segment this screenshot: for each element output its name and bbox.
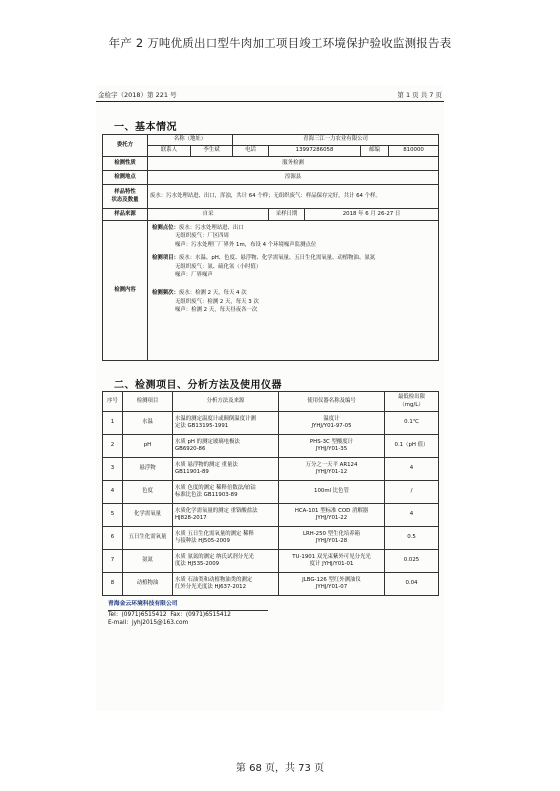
org-footer: [108, 600, 268, 628]
points-line: 废水：污水处理站进、出口: [178, 225, 244, 231]
document-header: 年产 2 万吨优质出口型牛肉加工项目竣工环境保护验收监测报告表: [108, 36, 452, 50]
phone-label: 电话: [233, 146, 269, 157]
row-method: 水质化学需氧量的测定 重铬酸盐法 HJ828-2017: [173, 504, 279, 527]
date-value: 2018 年 6 月 26-27 日: [305, 209, 439, 221]
row-method: 水质 石油类和动植物油类的测定 红外分光光度法 HJ637-2012: [173, 573, 279, 596]
method-row: [103, 550, 439, 573]
sample-value: 废水：污水处理站进、出口，浑浊，共计 64 个样；无组织废气：样品保存完好，共计 64 个样。: [148, 185, 439, 209]
contact-label: 联系人: [148, 146, 191, 157]
row-method: 水质 pH 的测定玻璃电极法 GB6920-86: [173, 435, 279, 458]
row-number: 4: [103, 481, 123, 504]
row-method: 水质 色度的测定 稀释倍数法/铂钴 标准比色法 GB11903-89: [173, 481, 279, 504]
basic-info-table: [102, 134, 439, 361]
report-page-indicator: 第 1 页 共 7 页: [397, 91, 442, 99]
row-instrument: PHS-3C 型酸度计 JYHJ/Y01-35: [279, 435, 385, 458]
row-item: 动植物油: [123, 573, 173, 596]
postcode-value: 810000: [389, 146, 439, 157]
freq-title: 检测频次：: [152, 290, 179, 297]
client-label: 委托方: [103, 135, 148, 157]
points-line: 噪声：污水处理厂厂界外 1m，布设 4 个环境噪声监测点位: [175, 241, 317, 248]
row-detection-limit: 0.1℃: [385, 412, 439, 435]
row-item: 氨氮: [123, 550, 173, 573]
row-method: 水质 五日生化需氧量的测定 稀释 与接种法 HJ505-2009: [173, 527, 279, 550]
freq-line: 噪声：检测 2 天，每天昼夜各一次: [175, 307, 258, 314]
row-method: 水质 氨氮的测定 纳氏试剂分光光 度法 HJ535-2009: [173, 550, 279, 573]
freq-line: 无组织废气：检测 2 天，每天 3 次: [175, 298, 259, 305]
row-method: 水质 悬浮物的测定 重量法 GB11901-89: [173, 458, 279, 481]
row-instrument: HCA-101 型标准 COD 消解器 JYHJ/Y01-22: [279, 504, 385, 527]
points-title: 检测点位：: [152, 225, 179, 231]
nature-label: 检测性质: [103, 157, 148, 171]
row-number: 6: [103, 527, 123, 550]
row-item: 色度: [123, 481, 173, 504]
header-method: 分析方法及来源: [173, 392, 279, 412]
row-instrument: 万分之一天平 AR124 JYHJ/Y01-12: [279, 458, 385, 481]
row-number: 2: [103, 435, 123, 458]
location-value: 湟源县: [148, 171, 439, 185]
row-instrument: 温度计 JYHJ/Y01-97-05: [279, 412, 385, 435]
header-rule: [96, 101, 444, 102]
row-item: 五日生化需氧量: [123, 527, 173, 550]
source-value: 自采: [148, 209, 269, 221]
items-line: 废水：水温、pH、色度、悬浮物、化学需氧量、五日生化需氧量、动植物油、氨氮: [178, 255, 376, 262]
items-line: 噪声：厂界噪声: [175, 272, 213, 279]
postcode-label: 邮编: [361, 146, 389, 157]
row-detection-limit: /: [385, 481, 439, 504]
row-item: 悬浮物: [123, 458, 173, 481]
method-row: [103, 527, 439, 550]
row-instrument: 100ml 比色管: [279, 481, 385, 504]
row-number: 1: [103, 412, 123, 435]
header-no: 序号: [103, 392, 123, 412]
method-row: [103, 504, 439, 527]
row-instrument: TU-1901 双光束紫外可见分光光 度计 JYHJ/Y01-01: [279, 550, 385, 573]
row-method: 水温的测定温度计或颠倒温度计测 定法 GB13195-1991: [173, 412, 279, 435]
contact-value: 李生斌: [191, 146, 233, 157]
row-detection-limit: 0.04: [385, 573, 439, 596]
client-name-value: 青海三江一力农业有限公司: [233, 135, 439, 146]
header-detection-limit: 最低检出限 （mg/L）: [385, 392, 439, 412]
method-row: [103, 458, 439, 481]
page-footer: 第 68 页，共 73 页: [235, 763, 325, 774]
row-number: 5: [103, 504, 123, 527]
points-line: 无组织废气：厂区四周: [175, 233, 229, 240]
method-row: [103, 412, 439, 435]
name-label: 名称（地址）: [148, 135, 233, 146]
items-title: 检测项目：: [152, 255, 179, 262]
row-item: pH: [123, 435, 173, 458]
header-instrument: 使用仪器名称及编号: [279, 392, 385, 412]
org-email: E-mail：jyhj2015@163.com: [108, 620, 189, 627]
content-label: 检测内容: [103, 221, 148, 361]
row-detection-limit: 0.025: [385, 550, 439, 573]
scanned-report-page: [96, 86, 444, 711]
source-label: 样品来源: [103, 209, 148, 221]
location-label: 检测地点: [103, 171, 148, 185]
row-detection-limit: 4: [385, 504, 439, 527]
freq-line: 废水：检测 2 天，每天 4 次: [178, 290, 247, 297]
section-basic-info-title: 一、基本情况: [114, 122, 177, 133]
header-item: 检测项目: [123, 392, 173, 412]
content-box: [148, 221, 439, 361]
phone-value: 13997286058: [269, 146, 361, 157]
row-item: 化学需氧量: [123, 504, 173, 527]
nature-value: 服务检测: [148, 157, 439, 171]
row-instrument: LRH-250 型生化培养箱 JYHJ/Y01-28: [279, 527, 385, 550]
org-tel: Tel：(0971)6515412: [108, 611, 167, 618]
method-row: [103, 481, 439, 504]
org-name: 青海金云环境科技有限公司: [108, 601, 178, 607]
row-number: 3: [103, 458, 123, 481]
row-number: 8: [103, 573, 123, 596]
items-line: 无组织废气：氨、硫化氢（小时值）: [175, 263, 262, 270]
row-instrument: JLBG-126 型红外测油仪 JYHJ/Y01-07: [279, 573, 385, 596]
org-fax: Fax：(0971)6515412: [170, 611, 231, 618]
row-detection-limit: 0.1（pH 值）: [385, 435, 439, 458]
methods-table: [102, 391, 439, 596]
method-row: [103, 573, 439, 596]
sample-label: 样品特性 状态及数量: [103, 185, 148, 209]
date-label: 采样日期: [269, 209, 305, 221]
row-number: 7: [103, 550, 123, 573]
method-row: [103, 435, 439, 458]
row-detection-limit: 0.5: [385, 527, 439, 550]
row-detection-limit: 4: [385, 458, 439, 481]
row-item: 水温: [123, 412, 173, 435]
section-methods-title: 二、检测项目、分析方法及使用仪器: [114, 380, 282, 391]
report-number: 金检字（2018）第 221 号: [98, 91, 177, 99]
